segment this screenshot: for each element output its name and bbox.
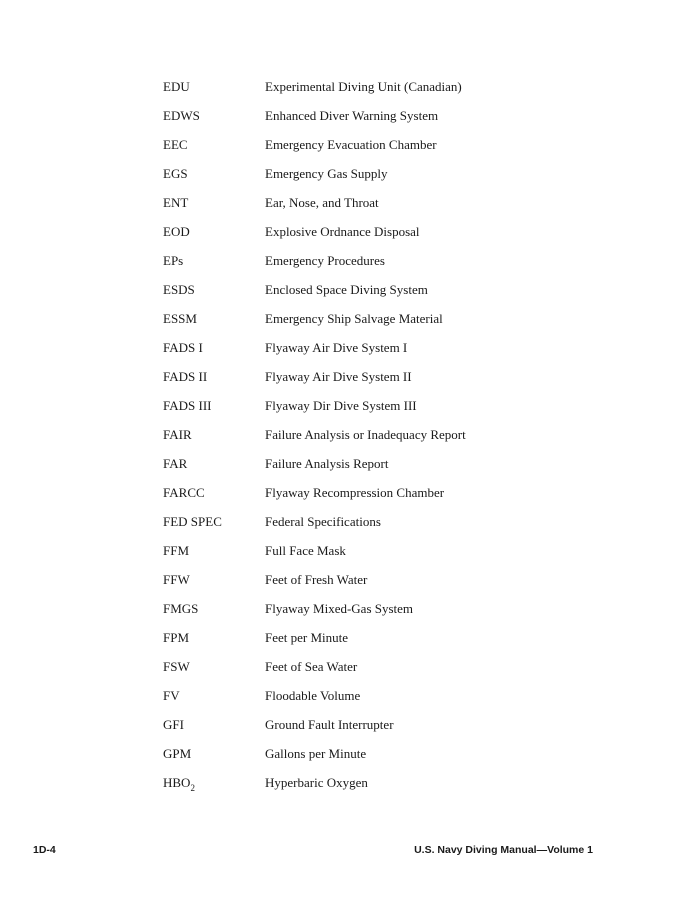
definition: Gallons per Minute xyxy=(265,746,367,761)
glossary-list xyxy=(163,79,603,804)
definition: Emergency Ship Salvage Material xyxy=(265,311,443,326)
glossary-row xyxy=(163,543,603,572)
definition: Experimental Diving Unit (Canadian) xyxy=(265,79,462,94)
glossary-row xyxy=(163,224,603,253)
abbreviation: FFM xyxy=(163,543,190,558)
abbreviation: FAIR xyxy=(163,427,192,442)
abbreviation: EEC xyxy=(163,137,188,152)
glossary-row xyxy=(163,137,603,166)
glossary-row xyxy=(163,427,603,456)
abbreviation: GPM xyxy=(163,746,192,761)
glossary-row xyxy=(163,253,603,282)
glossary-row xyxy=(163,456,603,485)
abbreviation: FARCC xyxy=(163,485,205,500)
definition: Emergency Gas Supply xyxy=(265,166,388,181)
abbreviation: EPs xyxy=(163,253,184,268)
abbreviation-base: HBO xyxy=(163,775,191,790)
glossary-row xyxy=(163,166,603,195)
definition: Explosive Ordnance Disposal xyxy=(265,224,420,239)
abbreviation: GFI xyxy=(163,717,184,732)
definition: Failure Analysis Report xyxy=(265,456,389,471)
glossary-row xyxy=(163,688,603,717)
abbreviation: EGS xyxy=(163,166,188,181)
definition: Ear, Nose, and Throat xyxy=(265,195,379,210)
glossary-row xyxy=(163,311,603,340)
publication-title: U.S. Navy Diving Manual—Volume 1 xyxy=(414,844,593,856)
abbreviation: FADS III xyxy=(163,398,212,413)
definition: Ground Fault Interrupter xyxy=(265,717,394,732)
abbreviation: FFW xyxy=(163,572,190,587)
glossary-row xyxy=(163,659,603,688)
glossary-row xyxy=(163,514,603,543)
glossary-row xyxy=(163,108,603,137)
page-number: 1D-4 xyxy=(33,844,56,856)
abbreviation xyxy=(163,775,265,792)
abbreviation: FSW xyxy=(163,659,190,674)
glossary-row-hbo2 xyxy=(163,775,603,804)
glossary-row xyxy=(163,369,603,398)
definition: Flyaway Mixed-Gas System xyxy=(265,601,414,616)
definition: Emergency Evacuation Chamber xyxy=(265,137,437,152)
definition: Feet of Fresh Water xyxy=(265,572,368,587)
abbreviation: FAR xyxy=(163,456,188,471)
definition: Flyaway Air Dive System I xyxy=(265,340,408,355)
glossary-row xyxy=(163,746,603,775)
abbreviation-subscript: 2 xyxy=(190,783,195,793)
abbreviation: ESDS xyxy=(163,282,195,297)
abbreviation: FPM xyxy=(163,630,190,645)
glossary-row xyxy=(163,601,603,630)
glossary-row xyxy=(163,195,603,224)
abbreviation: EOD xyxy=(163,224,190,239)
definition: Federal Specifications xyxy=(265,514,381,529)
definition: Floodable Volume xyxy=(265,688,361,703)
definition: Hyperbaric Oxygen xyxy=(265,775,368,790)
definition: Emergency Procedures xyxy=(265,253,385,268)
glossary-row xyxy=(163,572,603,601)
glossary-row xyxy=(163,340,603,369)
glossary-row xyxy=(163,630,603,659)
glossary-row xyxy=(163,282,603,311)
abbreviation: EDU xyxy=(163,79,190,94)
definition: Flyaway Air Dive System II xyxy=(265,369,412,384)
glossary-row xyxy=(163,717,603,746)
abbreviation: EDWS xyxy=(163,108,200,123)
abbreviation: FADS II xyxy=(163,369,208,384)
abbreviation: FMGS xyxy=(163,601,199,616)
abbreviation: FADS I xyxy=(163,340,203,355)
abbreviation: FV xyxy=(163,688,180,703)
definition: Flyaway Recompression Chamber xyxy=(265,485,445,500)
abbreviation: ESSM xyxy=(163,311,197,326)
definition: Enhanced Diver Warning System xyxy=(265,108,439,123)
definition: Feet per Minute xyxy=(265,630,349,645)
glossary-row xyxy=(163,485,603,514)
definition: Failure Analysis or Inadequacy Report xyxy=(265,427,466,442)
definition: Enclosed Space Diving System xyxy=(265,282,428,297)
glossary-row xyxy=(163,79,603,108)
definition: Flyaway Dir Dive System III xyxy=(265,398,417,413)
definition: Full Face Mask xyxy=(265,543,346,558)
abbreviation: ENT xyxy=(163,195,189,210)
glossary-row xyxy=(163,398,603,427)
abbreviation: FED SPEC xyxy=(163,514,222,529)
definition: Feet of Sea Water xyxy=(265,659,358,674)
